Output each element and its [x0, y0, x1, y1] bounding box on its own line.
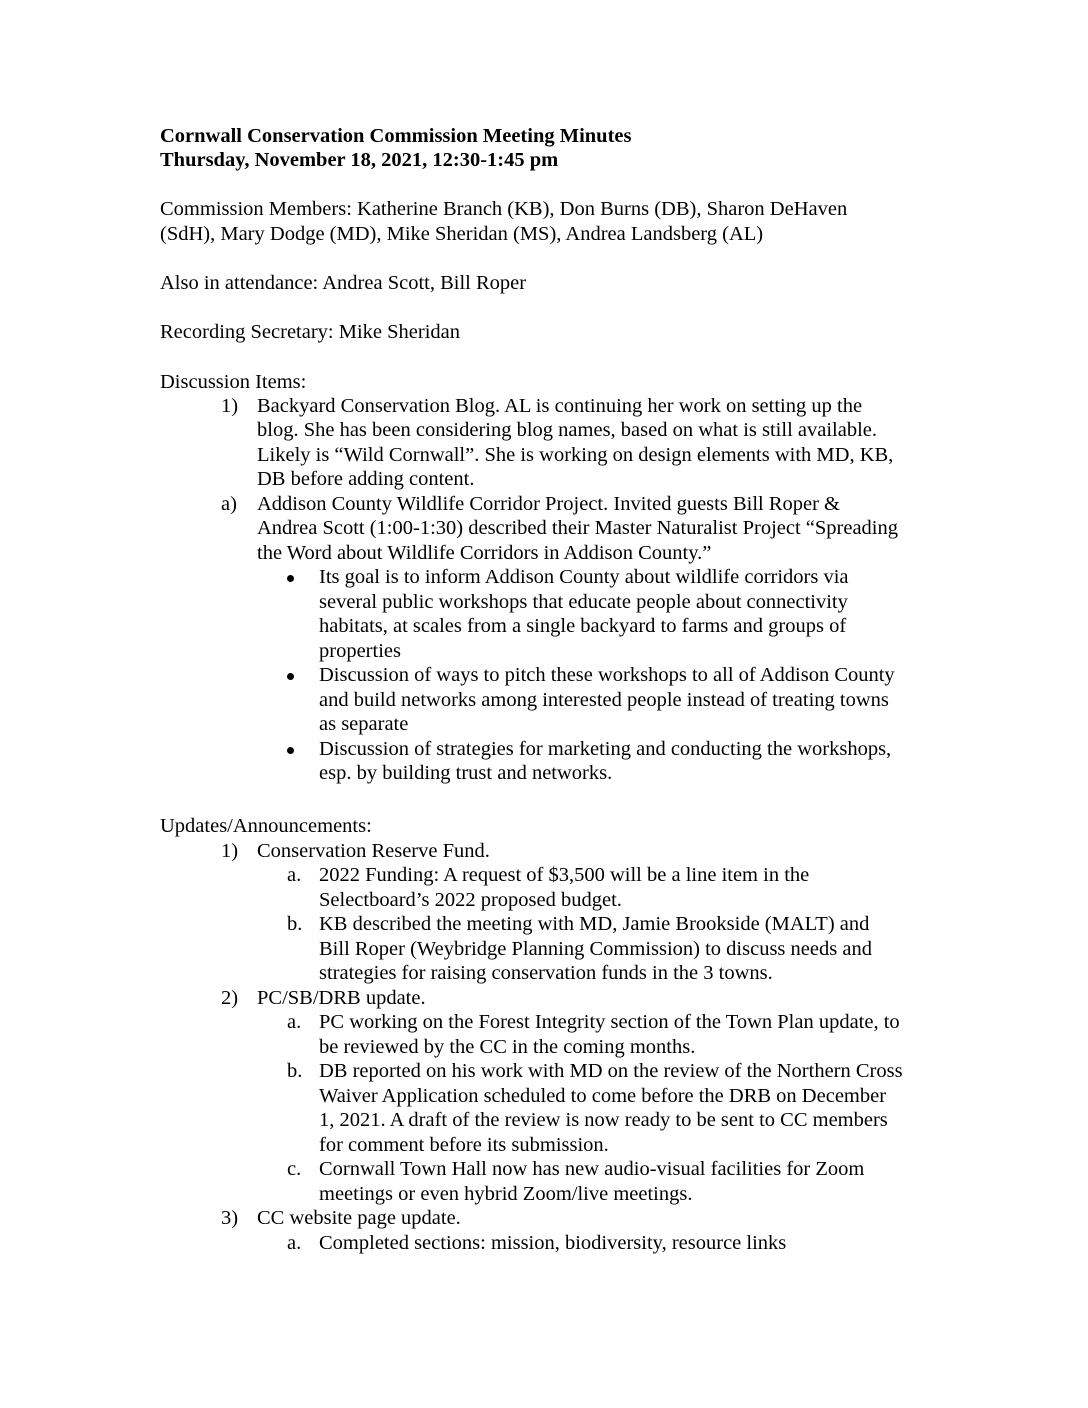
discussion-item-1-line: Backyard Conservation Blog. AL is continuing her work on setting up the — [257, 395, 863, 417]
sub-marker: a. — [287, 1232, 302, 1254]
sub-line: Cornwall Town Hall now has new audio-visual facilities for Zoom — [319, 1158, 865, 1180]
sub-marker: a. — [287, 864, 302, 886]
bullet-line: habitats, at scales from a single backyard to farms and groups of — [319, 615, 847, 637]
sub-line: KB described the meeting with MD, Jamie Brookside (MALT) and — [319, 913, 870, 935]
bullet-line: properties — [319, 640, 401, 662]
update-item-3-marker: 3) — [221, 1207, 239, 1229]
bullet-dot — [287, 747, 294, 754]
bullet-line: esp. by building trust and networks. — [319, 762, 613, 784]
bullet-dot — [287, 673, 294, 680]
sub-line: Completed sections: mission, biodiversity, resource links — [319, 1232, 787, 1254]
meeting-date: Thursday, November 18, 2021, 12:30-1:45 pm — [160, 149, 559, 171]
sub-line: meetings or even hybrid Zoom/live meetings. — [319, 1183, 693, 1205]
discussion-item-1-line: blog. She has been considering blog names, based on what is still available. — [257, 419, 877, 441]
sub-line: for comment before its submission. — [319, 1134, 609, 1156]
sub-line: Bill Roper (Weybridge Planning Commission) to discuss needs and — [319, 938, 872, 960]
sub-line: strategies for raising conservation funds in the 3 towns. — [319, 962, 773, 984]
discussion-item-1-line: DB before adding content. — [257, 468, 475, 490]
bullet-line: Discussion of strategies for marketing and conducting the workshops, — [319, 738, 892, 760]
update-item-3-title: CC website page update. — [257, 1207, 461, 1229]
bullet-line: Its goal is to inform Addison County about wildlife corridors via — [319, 566, 849, 588]
sub-line: be reviewed by the CC in the coming months. — [319, 1036, 696, 1058]
update-item-1-marker: 1) — [221, 840, 239, 862]
members-line-2: (SdH), Mary Dodge (MD), Mike Sheridan (MS), Andrea Landsberg (AL) — [160, 223, 764, 245]
also-attending: Also in attendance: Andrea Scott, Bill Roper — [160, 272, 527, 294]
discussion-item-2-line: Andrea Scott (1:00-1:30) described their Master Naturalist Project “Spreading — [257, 517, 899, 539]
bullet-line: Discussion of ways to pitch these workshops to all of Addison County — [319, 664, 895, 686]
sub-marker: b. — [287, 1060, 303, 1082]
bullet-dot — [287, 575, 294, 582]
sub-line: 2022 Funding: A request of $3,500 will be a line item in the — [319, 864, 810, 886]
discussion-item-2-line: Addison County Wildlife Corridor Project. Invited guests Bill Roper & — [257, 493, 840, 515]
discussion-item-2-marker: a) — [221, 493, 237, 515]
members-line-1: Commission Members: Katherine Branch (KB), Don Burns (DB), Sharon DeHaven — [160, 198, 848, 220]
update-item-2-title: PC/SB/DRB update. — [257, 987, 426, 1009]
update-item-2-marker: 2) — [221, 987, 239, 1009]
sub-line: PC working on the Forest Integrity section of the Town Plan update, to — [319, 1011, 900, 1033]
sub-marker: c. — [287, 1158, 302, 1180]
sub-line: Selectboard’s 2022 proposed budget. — [319, 889, 622, 911]
discussion-item-1-line: Likely is “Wild Cornwall”. She is working on design elements with MD, KB, — [257, 444, 894, 466]
sub-marker: b. — [287, 913, 303, 935]
discussion-item-2-line: the Word about Wildlife Corridors in Addison County.” — [257, 542, 712, 564]
sub-marker: a. — [287, 1011, 302, 1033]
bullet-line: as separate — [319, 713, 409, 735]
sub-line: Waiver Application scheduled to come before the DRB on December — [319, 1085, 887, 1107]
document-title: Cornwall Conservation Commission Meeting Minutes — [160, 125, 632, 147]
discussion-item-1-marker: 1) — [221, 395, 239, 417]
discussion-heading: Discussion Items: — [160, 371, 307, 393]
sub-line: DB reported on his work with MD on the review of the Northern Cross — [319, 1060, 903, 1082]
bullet-line: several public workshops that educate people about connectivity — [319, 591, 848, 613]
sub-line: 1, 2021. A draft of the review is now ready to be sent to CC members — [319, 1109, 888, 1131]
recording-secretary: Recording Secretary: Mike Sheridan — [160, 321, 461, 343]
updates-heading: Updates/Announcements: — [160, 815, 372, 837]
bullet-line: and build networks among interested people instead of treating towns — [319, 689, 889, 711]
update-item-1-title: Conservation Reserve Fund. — [257, 840, 490, 862]
